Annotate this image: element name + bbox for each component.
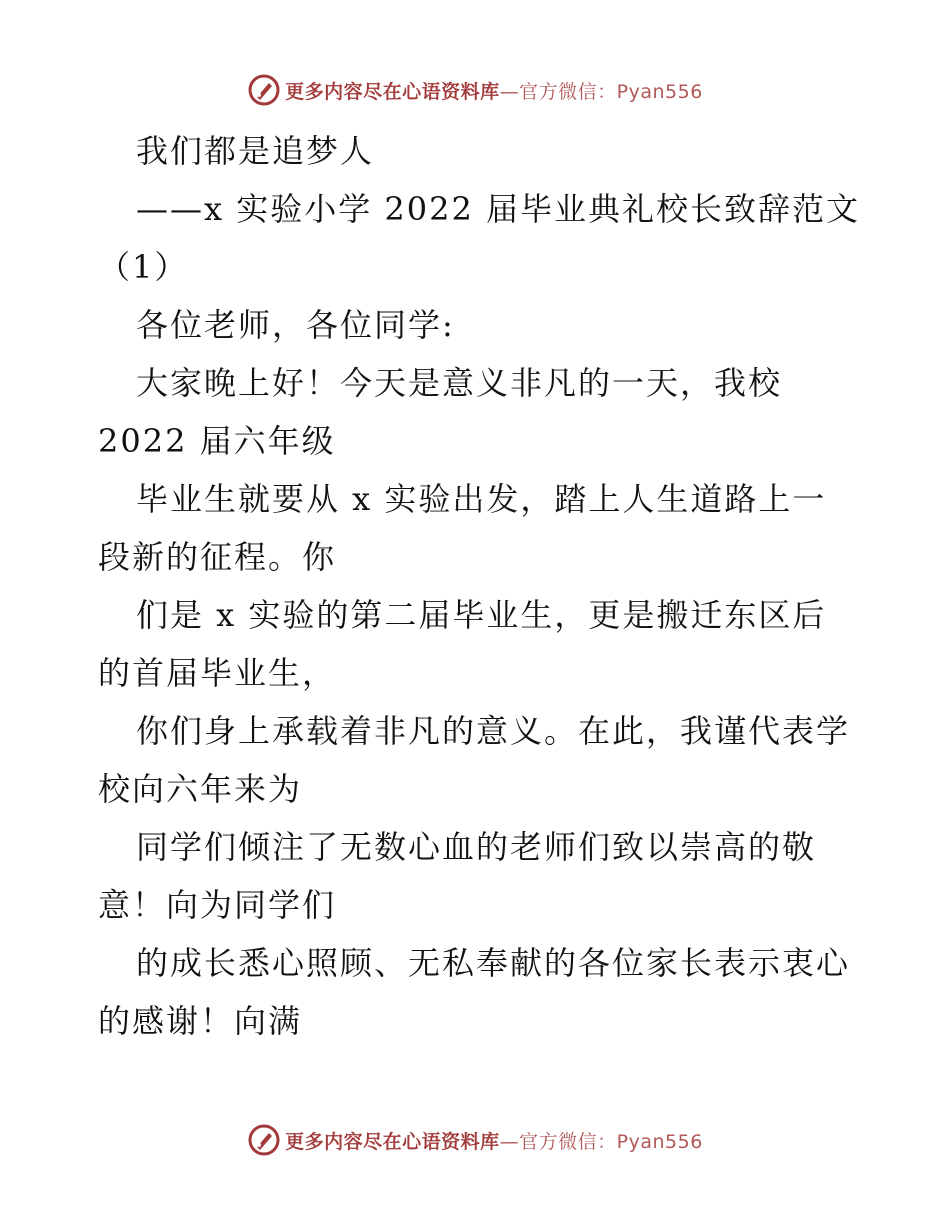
header-banner-text xyxy=(285,77,703,104)
header-banner-main: 更多内容尽在心语资料库 xyxy=(285,80,500,103)
document-line: 的首届毕业生， xyxy=(98,654,337,692)
document-line: ——x 实验小学 2022 届毕业典礼校长致辞范文 xyxy=(136,190,861,228)
header-banner xyxy=(0,70,950,110)
footer-banner-text xyxy=(285,1127,703,1154)
document-line: 大家晚上好！今天是意义非凡的一天，我校 xyxy=(136,364,783,402)
document-line: 的感谢！向满 xyxy=(98,1002,303,1040)
document-line: 段新的征程。你 xyxy=(98,538,337,576)
document-line: 意！向为同学们 xyxy=(98,886,337,924)
document-line: 的成长悉心照顾、无私奉献的各位家长表示衷心 xyxy=(136,944,851,982)
document-line: 毕业生就要从 x 实验出发，踏上人生道路上一 xyxy=(136,480,827,518)
document-line: 同学们倾注了无数心血的老师们致以崇高的敬 xyxy=(136,828,817,866)
pen-nib-logo-icon xyxy=(247,1123,281,1157)
document-line: 我们都是追梦人 xyxy=(136,132,375,170)
pen-nib-logo-icon xyxy=(247,73,281,107)
footer-banner-main: 更多内容尽在心语资料库 xyxy=(285,1130,500,1153)
document-line: 2022 届六年级 xyxy=(98,422,336,460)
footer-banner xyxy=(0,1120,950,1160)
document-line: （1） xyxy=(98,248,189,286)
document-line: 校向六年来为 xyxy=(98,770,303,808)
header-banner-sep: — xyxy=(499,80,520,103)
footer-banner-sep: — xyxy=(499,1130,520,1153)
document-line: 们是 x 实验的第二届毕业生，更是搬迁东区后 xyxy=(136,596,827,634)
document-line: 各位老师，各位同学: xyxy=(136,306,455,344)
header-banner-wechat: 官方微信：Pyan556 xyxy=(519,80,703,103)
footer-banner-wechat: 官方微信：Pyan556 xyxy=(519,1130,703,1153)
document-line: 你们身上承载着非凡的意义。在此，我谨代表学 xyxy=(136,712,851,750)
document-body xyxy=(98,122,878,1050)
